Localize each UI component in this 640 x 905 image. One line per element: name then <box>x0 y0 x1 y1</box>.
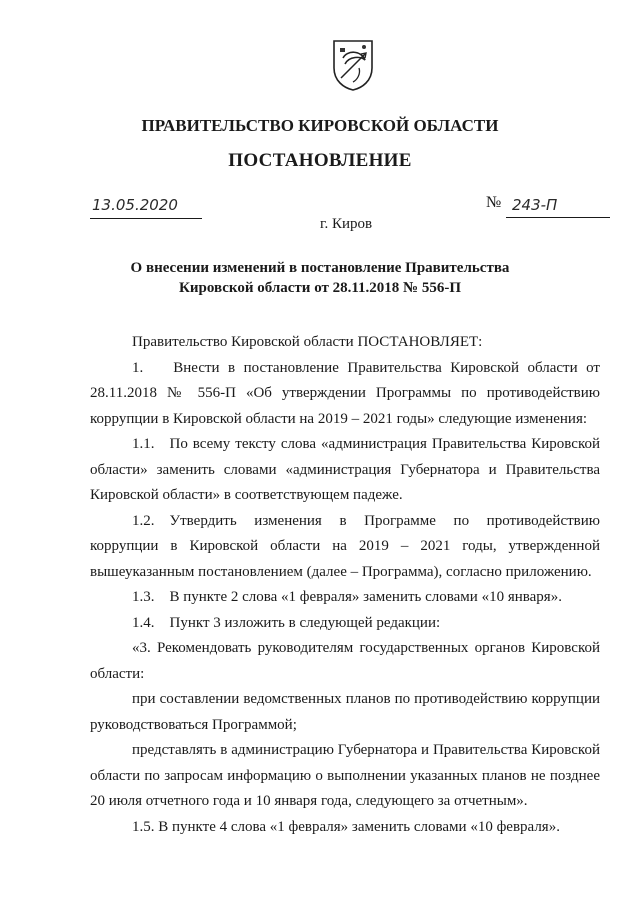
paragraph: 1.4. Пункт 3 изложить в следующей редакции: <box>132 614 441 631</box>
paragraph: 1.2. Утвердить изменения в Программе по противодействию коррупции в Кировской области на 2019 – 2021 годы, утвержденной вышеуказанным постановлением (далее – Программа), согласно приложению. <box>90 512 600 580</box>
paragraph: 1. Внести в постановление Правительства Кировской области от 28.11.2018 № 556-П «Об утверждении Программы по противодействию коррупции в Кировской области на 2019 – 2021 годы» следующие изменения: <box>90 359 600 427</box>
kirov-coat-of-arms-icon <box>331 38 375 92</box>
paragraph: «3. Рекомендовать руководителям государственных органов Кировской области: <box>90 640 600 682</box>
document-type-title: ПОСТАНОВЛЕНИЕ <box>228 150 412 171</box>
document-date: 13.05.2020 <box>90 196 202 219</box>
paragraph: Правительство Кировской области ПОСТАНОВЛЯЕТ: <box>132 334 483 350</box>
document-body <box>90 330 600 840</box>
number-label: № <box>486 194 502 211</box>
paragraph: представлять в администрацию Губернатора и Правительства Кировской области по запросам информацию о выполнении указанных планов не позднее 20 июля отчетного года и 10 января года, следующего за отчетным». <box>90 742 600 809</box>
city-name: г. Киров <box>320 216 373 232</box>
paragraph: 1.3. В пункте 2 слова «1 февраля» заменить словами «10 января». <box>132 589 562 605</box>
paragraph: при составлении ведомственных планов по противодействию коррупции руководствоваться Программой; <box>90 691 600 733</box>
paragraph: 1.5. В пункте 4 слова «1 февраля» заменить словами «10 февраля». <box>132 818 560 835</box>
document-number: 243-П <box>506 196 610 218</box>
subject-line: О внесении изменений в постановление Правительства <box>130 260 510 276</box>
document-subject <box>0 258 640 298</box>
government-title: ПРАВИТЕЛЬСТВО КИРОВСКОЙ ОБЛАСТИ <box>141 116 499 135</box>
paragraph: 1.1. По всему тексту слова «администрация Правительства Кировской области» заменить словами «администрация Губернатора и Правительства Кировской области» в соответствующем падеже. <box>90 436 600 503</box>
subject-line: Кировской области от 28.11.2018 № 556-П <box>178 280 462 296</box>
